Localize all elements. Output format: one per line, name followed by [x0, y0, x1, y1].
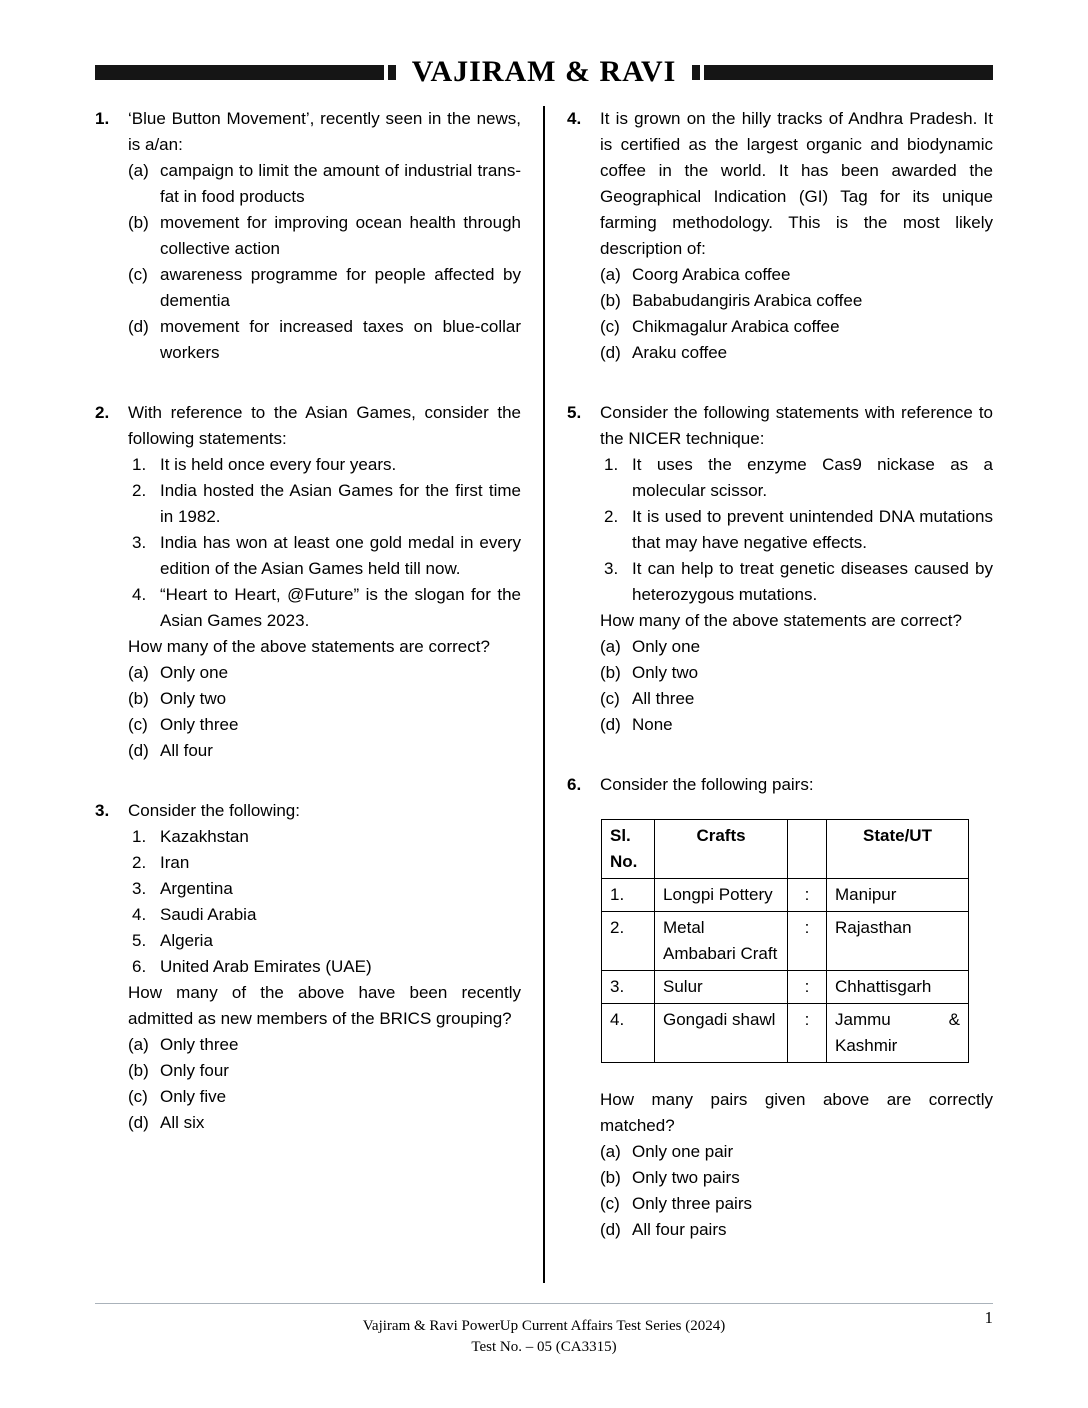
option-text: movement for improving ocean health through collective action	[160, 213, 521, 258]
option-text: Only two pairs	[632, 1168, 740, 1187]
table-header-cell: State/UT	[827, 820, 969, 879]
statement-text: “Heart to Heart, @Future” is the slogan for the Asian Games 2023.	[160, 585, 521, 630]
table-cell: Jammu & Kashmir	[827, 1004, 969, 1063]
question-body	[128, 400, 521, 764]
statement-label: 1.	[132, 455, 147, 474]
table-cell: Sulur	[655, 971, 788, 1004]
table-cell: :	[788, 971, 827, 1004]
statement-text: It is held once every four years.	[160, 455, 397, 474]
option-label: (b)	[128, 1061, 149, 1080]
table-row	[602, 879, 969, 912]
question-intro: Consider the following pairs:	[600, 775, 814, 794]
statement-text: Algeria	[160, 931, 213, 950]
statement-item	[132, 850, 521, 876]
option-item	[600, 712, 993, 738]
left-column	[95, 106, 521, 1283]
statement-item	[604, 452, 993, 504]
statement-text: Argentina	[160, 879, 233, 898]
option-label: (a)	[128, 663, 149, 682]
option-text: Only three	[160, 715, 239, 734]
options-list	[600, 1139, 993, 1243]
option-label: (c)	[600, 1194, 620, 1213]
option-label: (c)	[128, 715, 148, 734]
letterhead	[95, 55, 993, 89]
options-list	[128, 660, 521, 764]
option-label: (b)	[128, 689, 149, 708]
option-label: (a)	[128, 161, 149, 180]
statement-label: 4.	[132, 585, 147, 604]
table-cell: Rajasthan	[827, 912, 969, 971]
option-label: (d)	[128, 741, 149, 760]
option-label: (b)	[600, 663, 621, 682]
option-item	[600, 288, 993, 314]
statement-label: 5.	[132, 931, 147, 950]
statement-label: 1.	[132, 827, 147, 846]
page-number: 1	[984, 1308, 993, 1327]
page-footer	[95, 1303, 993, 1358]
option-text: Chikmagalur Arabica coffee	[632, 317, 840, 336]
option-label: (b)	[128, 213, 149, 232]
option-text: All four pairs	[632, 1220, 727, 1239]
statement-label: 6.	[132, 957, 147, 976]
table-header-cell	[788, 820, 827, 879]
option-text: Only one	[160, 663, 229, 682]
option-label: (c)	[600, 317, 620, 336]
statement-text: India hosted the Asian Games for the first time in 1982.	[160, 481, 521, 526]
question-followup: How many pairs given above are correctly matched?	[600, 1090, 993, 1135]
option-text: Only one pair	[632, 1142, 734, 1161]
statement-label: 3.	[132, 879, 147, 898]
option-label: (b)	[600, 1168, 621, 1187]
question-block	[567, 772, 993, 1243]
pairs-table-head	[602, 820, 969, 879]
question-body	[600, 772, 993, 1243]
option-text: Only one	[632, 637, 701, 656]
option-text: Bababudangiris Arabica coffee	[632, 291, 863, 310]
statement-item	[132, 902, 521, 928]
option-item	[128, 210, 521, 262]
table-cell: :	[788, 912, 827, 971]
table-cell: Chhattisgarh	[827, 971, 969, 1004]
option-label: (a)	[128, 1035, 149, 1054]
option-item	[600, 1217, 993, 1243]
question-number: 5.	[567, 403, 582, 422]
question-block	[95, 400, 521, 764]
question-columns	[95, 106, 993, 1283]
option-item	[128, 1058, 521, 1084]
option-item	[600, 262, 993, 288]
option-text: Only three	[160, 1035, 239, 1054]
options-list	[600, 634, 993, 738]
statement-label: 2.	[132, 481, 147, 500]
question-block	[95, 106, 521, 366]
question-block	[95, 798, 521, 1136]
header-bar-right-segment	[692, 65, 700, 80]
option-label: (a)	[600, 265, 621, 284]
statement-item	[132, 452, 521, 478]
option-label: (c)	[128, 265, 148, 284]
question-followup: How many of the above have been recently admitted as new members of the BRICS grouping?	[128, 983, 521, 1028]
option-item	[128, 314, 521, 366]
option-label: (b)	[600, 291, 621, 310]
brand-title: VAJIRAM & RAVI	[411, 55, 677, 88]
question-body	[600, 106, 993, 366]
question-number: 2.	[95, 403, 110, 422]
table-row	[602, 1004, 969, 1063]
option-text: Coorg Arabica coffee	[632, 265, 791, 284]
option-item	[600, 686, 993, 712]
question-intro: ‘Blue Button Movement’, recently seen in the news, is a/an:	[128, 109, 521, 154]
table-cell: Longpi Pottery	[655, 879, 788, 912]
question-number: 4.	[567, 109, 582, 128]
statement-label: 1.	[604, 455, 619, 474]
option-item	[600, 314, 993, 340]
option-item	[128, 158, 521, 210]
question-block	[567, 106, 993, 366]
option-text: Only three pairs	[632, 1194, 752, 1213]
option-item	[128, 738, 521, 764]
option-text: Only four	[160, 1061, 229, 1080]
statement-item	[132, 954, 521, 980]
statement-text: India has won at least one gold medal in every edition of the Asian Games held till now.	[160, 533, 521, 578]
question-intro: With reference to the Asian Games, consider the following statements:	[128, 403, 521, 448]
options-list	[600, 262, 993, 366]
statement-item	[132, 478, 521, 530]
statement-text: It uses the enzyme Cas9 nickase as a molecular scissor.	[632, 455, 993, 500]
statement-item	[132, 582, 521, 634]
options-list	[128, 158, 521, 366]
option-label: (d)	[600, 715, 621, 734]
header-bar-right	[704, 65, 993, 80]
statement-item	[604, 504, 993, 556]
statement-text: Saudi Arabia	[160, 905, 257, 924]
statement-list	[128, 452, 521, 634]
option-item	[600, 1165, 993, 1191]
table-header-cell: Sl. No.	[602, 820, 655, 879]
option-item	[128, 660, 521, 686]
question-body	[128, 798, 521, 1136]
table-cell: 1.	[602, 879, 655, 912]
table-header-cell: Crafts	[655, 820, 788, 879]
option-item	[128, 1084, 521, 1110]
option-label: (c)	[600, 689, 620, 708]
question-number: 1.	[95, 109, 110, 128]
header-bar-left-segment	[388, 65, 396, 80]
statement-text: Kazakhstan	[160, 827, 249, 846]
question-body	[600, 400, 993, 738]
pairs-table-header-row	[602, 820, 969, 879]
question-intro: It is grown on the hilly tracks of Andhra Pradesh. It is certified as the largest organic and biodynamic coffee in the world. It has been awarded the Geographical Indication (GI) Tag for its unique farming methodology. This is the most likely description of:	[600, 109, 993, 258]
header-bar-left	[95, 65, 384, 80]
option-text: campaign to limit the amount of industrial trans-fat in food products	[160, 161, 521, 206]
option-label: (d)	[600, 343, 621, 362]
question-intro: Consider the following statements with reference to the NICER technique:	[600, 403, 993, 448]
option-item	[600, 340, 993, 366]
table-cell: 2.	[602, 912, 655, 971]
statement-label: 2.	[132, 853, 147, 872]
footer-divider	[95, 1303, 993, 1304]
question-intro: Consider the following:	[128, 801, 300, 820]
option-item	[128, 1032, 521, 1058]
statement-label: 3.	[132, 533, 147, 552]
statement-item	[132, 824, 521, 850]
option-text: All six	[160, 1113, 205, 1132]
option-text: Only two	[160, 689, 227, 708]
option-text: Only five	[160, 1087, 227, 1106]
question-number: 6.	[567, 775, 582, 794]
option-text: Araku coffee	[632, 343, 728, 362]
table-cell: 3.	[602, 971, 655, 1004]
right-column	[567, 106, 993, 1283]
question-body	[128, 106, 521, 366]
option-item	[128, 262, 521, 314]
table-row	[602, 912, 969, 971]
option-item	[128, 1110, 521, 1136]
option-label: (d)	[128, 1113, 149, 1132]
question-number: 3.	[95, 801, 110, 820]
table-cell: :	[788, 879, 827, 912]
option-text: None	[632, 715, 673, 734]
column-divider	[543, 106, 545, 1283]
table-cell: :	[788, 1004, 827, 1063]
pairs-table	[601, 819, 969, 1063]
option-item	[128, 712, 521, 738]
table-cell: Gongadi shawl	[655, 1004, 788, 1063]
option-item	[128, 686, 521, 712]
option-item	[600, 634, 993, 660]
footer-test-number: Test No. – 05 (CA3315)	[471, 1339, 617, 1355]
pairs-table-body	[602, 879, 969, 1063]
statement-item	[132, 530, 521, 582]
option-text: movement for increased taxes on blue-collar workers	[160, 317, 521, 362]
statement-text: Iran	[160, 853, 190, 872]
option-text: Only two	[632, 663, 699, 682]
statement-text: United Arab Emirates (UAE)	[160, 957, 372, 976]
option-item	[600, 1139, 993, 1165]
statement-item	[132, 876, 521, 902]
question-followup: How many of the above statements are correct?	[128, 637, 490, 656]
statement-list	[128, 824, 521, 980]
option-label: (d)	[128, 317, 149, 336]
option-label: (c)	[128, 1087, 148, 1106]
option-item	[600, 1191, 993, 1217]
statement-item	[132, 928, 521, 954]
option-text: All three	[632, 689, 695, 708]
options-list	[128, 1032, 521, 1136]
question-block	[567, 400, 993, 738]
option-label: (a)	[600, 637, 621, 656]
statement-label: 2.	[604, 507, 619, 526]
option-text: awareness programme for people affected by dementia	[160, 265, 521, 310]
statement-text: It is used to prevent unintended DNA mutations that may have negative effects.	[632, 507, 993, 552]
statement-list	[600, 452, 993, 608]
option-label: (d)	[600, 1220, 621, 1239]
statement-text: It can help to treat genetic diseases caused by heterozygous mutations.	[632, 559, 993, 604]
table-cell: Manipur	[827, 879, 969, 912]
option-item	[600, 660, 993, 686]
table-row	[602, 971, 969, 1004]
option-text: All four	[160, 741, 213, 760]
table-cell: Metal Ambabari Craft	[655, 912, 788, 971]
statement-item	[604, 556, 993, 608]
table-cell: 4.	[602, 1004, 655, 1063]
statement-label: 3.	[604, 559, 619, 578]
footer-series-title: Vajiram & Ravi PowerUp Current Affairs Test Series (2024)	[362, 1318, 726, 1334]
option-label: (a)	[600, 1142, 621, 1161]
question-followup: How many of the above statements are correct?	[600, 611, 962, 630]
statement-label: 4.	[132, 905, 147, 924]
